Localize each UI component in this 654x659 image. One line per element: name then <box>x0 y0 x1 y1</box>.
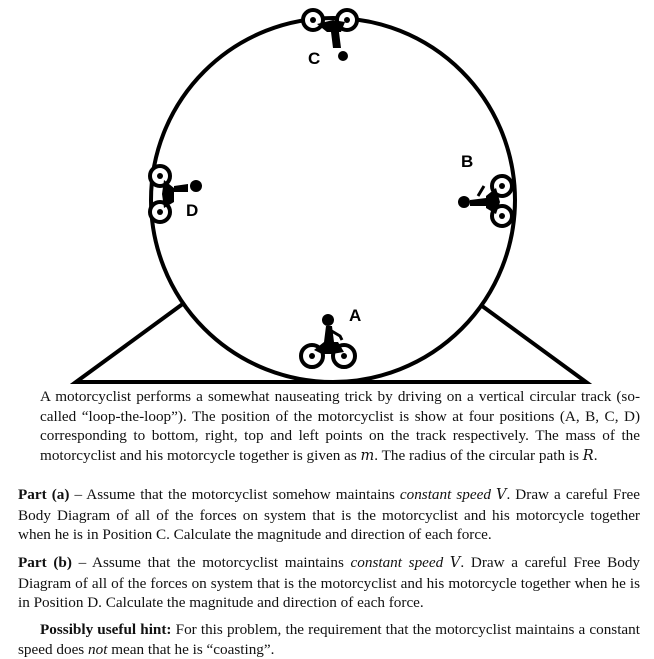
caption-text: A motorcyclist performs a somewhat nauseating trick by driving on a vertical circular track (so-called “loop-the-loop”). The position of the motorcyclist is show at four positions (A, B, C, D) corresponding to bottom, right, top and left points on the track respectively. The mass of the motorcyclist and his motorcycle together is given as <box>40 388 640 464</box>
hint-text2: mean that he is “coasting”. <box>107 640 275 658</box>
part-a-heading: Part (a) <box>18 486 70 503</box>
radius-symbol: R <box>582 447 594 464</box>
hint-emph: not <box>88 640 108 658</box>
part-a-text2: . Draw a careful Free Body Diagram of all of the forces on system that is the motorcyclist and his motorcycle together when he is in Position C. Calculate the magnitude and direction of each force. <box>18 486 640 543</box>
part-b-question <box>18 553 640 613</box>
label-b: B <box>461 152 474 171</box>
label-d: D <box>186 201 199 220</box>
part-a-question <box>18 485 640 545</box>
hint-text1: For this problem, the requirement that the motorcyclist maintains a constant speed does <box>18 621 640 658</box>
part-a-emph: constant speed <box>399 486 491 503</box>
part-a-text1: – Assume that the motorcyclist somehow maintains <box>69 486 400 503</box>
part-b-emph: constant speed <box>350 554 444 571</box>
hint-heading: Possibly useful hint: <box>40 621 172 638</box>
part-b-heading: Part (b) <box>18 554 72 571</box>
caption-end: . <box>593 446 598 464</box>
label-c: C <box>308 49 321 68</box>
caption-mid: . The radius of the circular path is <box>374 446 583 464</box>
part-a-speed-symbol: V <box>495 487 507 503</box>
part-b-text2: . Draw a careful Free Body Diagram of all of the forces on system that is the motorcyclist and his motorcycle together when he is in Position D. Calculate the magnitude and direction of each force. <box>18 554 641 611</box>
mass-symbol: m <box>360 447 375 464</box>
label-a: A <box>349 306 362 325</box>
part-b-text1: – Assume that the motorcyclist maintains <box>71 554 351 571</box>
part-b-speed-symbol: V <box>449 555 461 571</box>
figure-caption <box>40 387 640 466</box>
hint-paragraph <box>18 620 640 659</box>
